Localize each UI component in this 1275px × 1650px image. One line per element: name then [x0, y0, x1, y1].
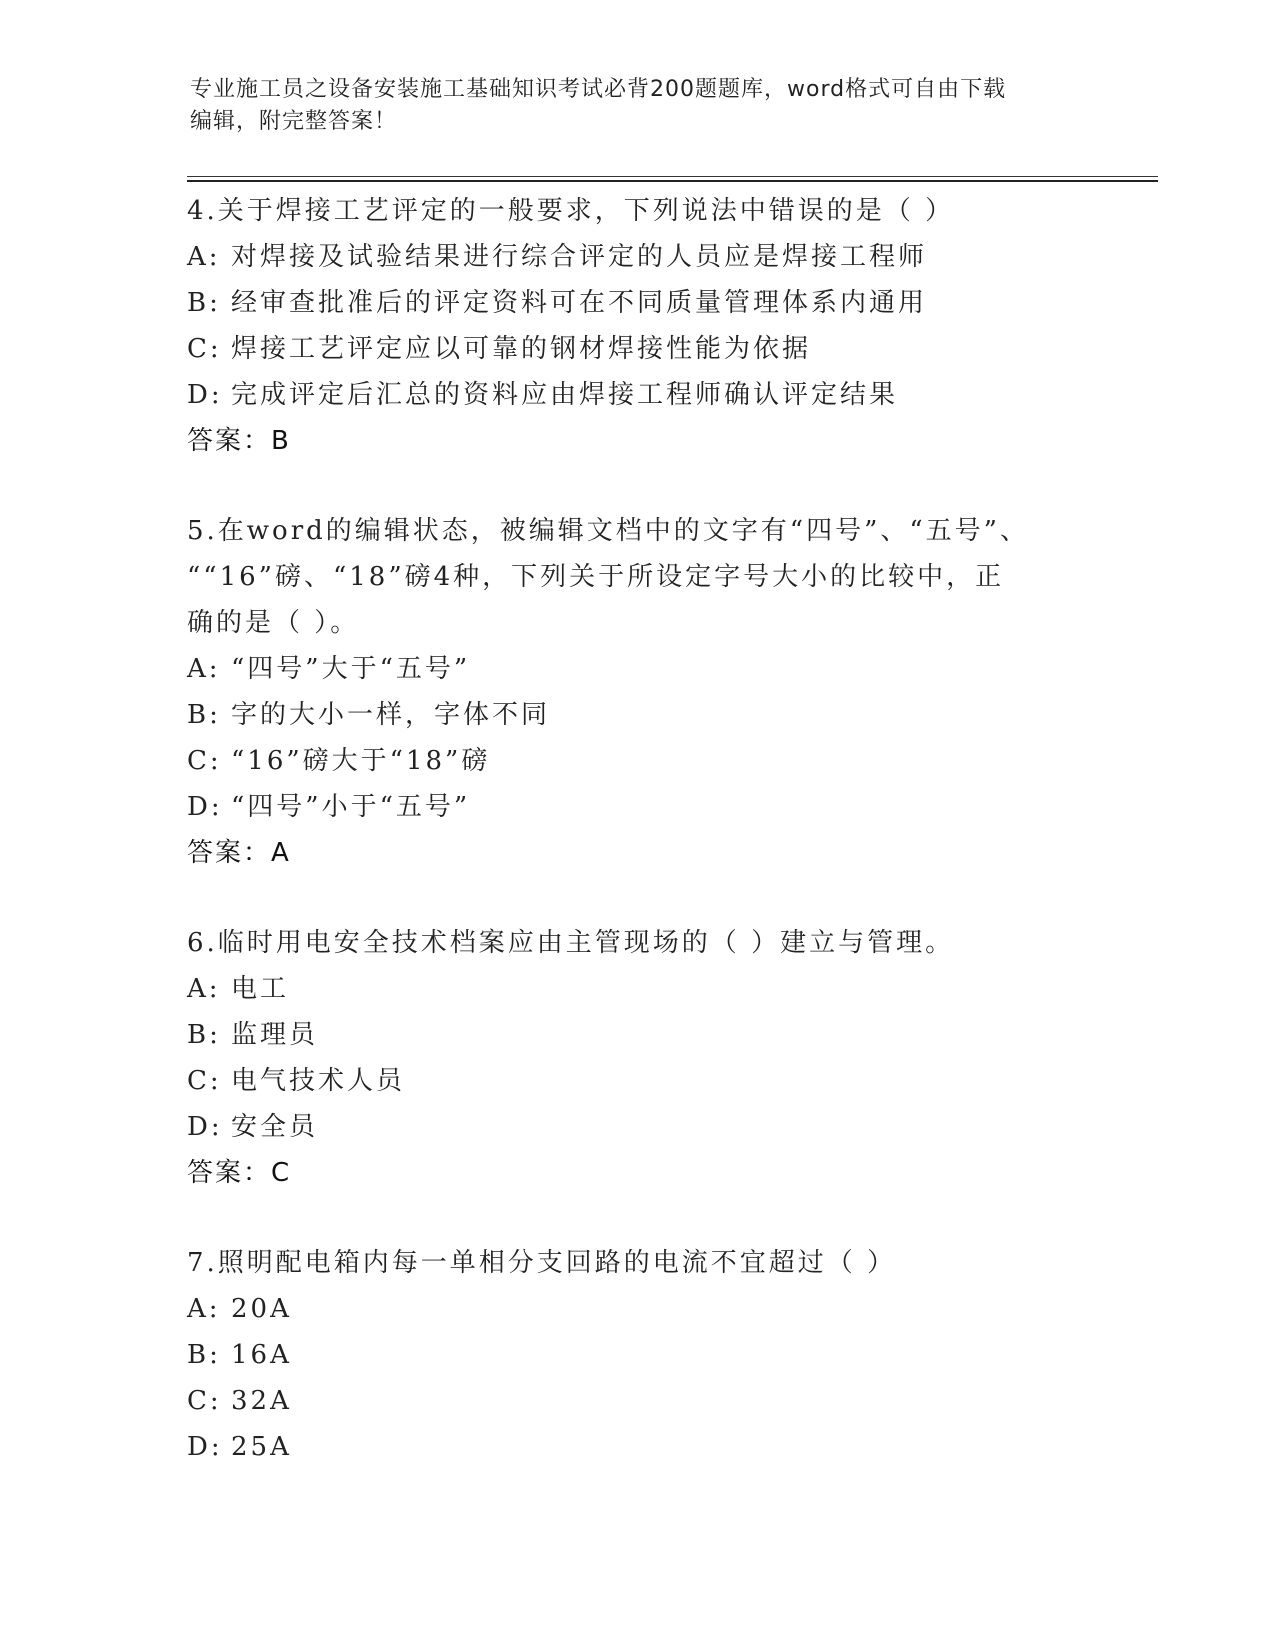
- option-text: 对焊接及试验结果进行综合评定的人员应是焊接工程师: [231, 242, 928, 272]
- option-a: [187, 966, 1087, 1012]
- document-header: [190, 74, 1090, 138]
- option-text: “四号”大于“五号”: [231, 654, 471, 684]
- header-divider-thin: [187, 176, 1158, 177]
- question-stem: [187, 188, 1087, 234]
- option-text: 电气技术人员: [231, 1066, 406, 1096]
- option-letter: C:: [187, 1386, 222, 1416]
- question-stem: [187, 508, 1087, 646]
- option-letter: A:: [187, 242, 221, 272]
- option-d: [187, 784, 1087, 830]
- option-c: [187, 1378, 1087, 1424]
- option-b: [187, 280, 1087, 326]
- option-d: [187, 372, 1087, 418]
- option-a: [187, 1286, 1087, 1332]
- stem-line: 确的是（ ）。: [187, 608, 360, 638]
- option-b: [187, 1332, 1087, 1378]
- stem-line: 7.照明配电箱内每一单相分支回路的电流不宜超过（ ）: [187, 1248, 897, 1278]
- option-letter: D:: [187, 792, 223, 822]
- option-text: “四号”小于“五号”: [231, 792, 471, 822]
- option-d: [187, 1424, 1087, 1470]
- answer-text: 答案：C: [187, 1158, 292, 1188]
- option-c: [187, 738, 1087, 784]
- option-text: 安全员: [231, 1112, 319, 1142]
- option-c: [187, 326, 1087, 372]
- question-stem: [187, 1240, 1087, 1286]
- option-letter: C:: [187, 334, 222, 364]
- option-b: [187, 1012, 1087, 1058]
- option-letter: C:: [187, 746, 222, 776]
- option-text: 完成评定后汇总的资料应由焊接工程师确认评定结果: [231, 380, 899, 410]
- option-letter: A:: [187, 654, 221, 684]
- question-list: [187, 188, 1087, 1514]
- option-d: [187, 1104, 1087, 1150]
- option-letter: A:: [187, 974, 221, 1004]
- question-4: [187, 188, 1087, 464]
- header-line-1: 专业施工员之设备安装施工基础知识考试必背200题题库，word格式可自由下载: [190, 77, 1007, 102]
- option-text: 焊接工艺评定应以可靠的钢材焊接性能为依据: [231, 334, 812, 364]
- option-text: 16A: [231, 1340, 292, 1370]
- header-divider-thick: [187, 180, 1158, 182]
- option-letter: C:: [187, 1066, 222, 1096]
- option-a: [187, 646, 1087, 692]
- option-text: 电工: [231, 974, 290, 1004]
- option-letter: B:: [187, 288, 221, 318]
- answer-text: 答案：A: [187, 838, 291, 868]
- question-7: [187, 1240, 1087, 1470]
- stem-line: 6.临时用电安全技术档案应由主管现场的（ ）建立与管理。: [187, 928, 955, 958]
- header-line-2: 编辑，附完整答案！: [190, 109, 398, 134]
- option-letter: B:: [187, 1340, 221, 1370]
- option-text: 经审查批准后的评定资料可在不同质量管理体系内通用: [231, 288, 928, 318]
- option-letter: D:: [187, 1112, 223, 1142]
- question-6: [187, 920, 1087, 1196]
- option-text: 字的大小一样，字体不同: [231, 700, 551, 730]
- option-letter: D:: [187, 380, 223, 410]
- option-letter: A:: [187, 1294, 221, 1324]
- answer-text: 答案：B: [187, 426, 291, 456]
- option-letter: B:: [187, 700, 221, 730]
- stem-line: ““16”磅、“18”磅4种，下列关于所设定字号大小的比较中，正: [187, 562, 1005, 592]
- option-text: 监理员: [231, 1020, 319, 1050]
- option-text: 32A: [231, 1386, 292, 1416]
- option-text: 25A: [231, 1432, 292, 1462]
- option-text: “16”磅大于“18”磅: [231, 746, 491, 776]
- option-b: [187, 692, 1087, 738]
- option-a: [187, 234, 1087, 280]
- stem-line: 4.关于焊接工艺评定的一般要求，下列说法中错误的是（ ）: [187, 196, 955, 226]
- option-c: [187, 1058, 1087, 1104]
- option-letter: D:: [187, 1432, 223, 1462]
- option-text: 20A: [231, 1294, 292, 1324]
- question-5: [187, 508, 1087, 876]
- question-stem: [187, 920, 1087, 966]
- option-letter: B:: [187, 1020, 221, 1050]
- stem-line: 5.在word的编辑状态，被编辑文档中的文字有“四号”、“五号”、: [187, 516, 1029, 546]
